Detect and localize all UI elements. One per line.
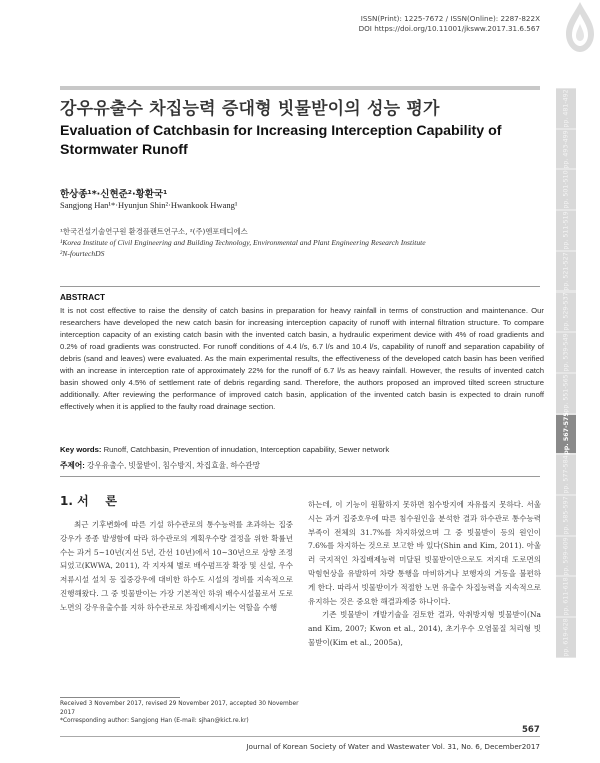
keywords-value-en: Runoff, Catchbasin, Prevention of innudation, Interception capability, Sewer network [103, 445, 390, 454]
issn-text: ISSN(Print): 1225-7672 / ISSN(Online): 2287-822X [360, 14, 540, 23]
abstract-body: It is not cost effective to raise the density of catch basins in preparation for heavy rainfall in terms of construction and maintenance. Our researchers have developed the new catch basin for increasing interception capacity of runoff with internal filtration structure. To compare interception capacity of an existing catch basin with the invented catch basin, a hydraulic experiment device with 4% of road gradients and 0.2% of road gradients was constructed. For runoff conditions of 4.4 l/s, 6.7 l/s and 10.4 l/s, capability of runoff and separation capability of debris (sand and leaves) were evaluated. As the main experimental results, the effectiveness of the developed catch basin has been verified with an increase in interception rate of approximately 22% for the runoff of 6.7 l/s as heavy rainfall. However, the results of invented catch basin showed only 4.5% of settlement rate of debris regarding sand. Therefore, the authors proposed an improved tilted screen structure additionally. After reviewing the performance of improved catch basin, application of the invented catch basin is expected to drain runoff effectively when it is applied to the faulty road drainage section. [60, 306, 544, 412]
issn-block [300, 14, 540, 34]
abstract-heading: ABSTRACT [60, 293, 106, 302]
footnote [60, 700, 300, 726]
authors-english: Sangjong Han¹*·Hyunjun Shin²·Hwankook Hwang¹ [60, 200, 238, 210]
footnote-dates: Received 3 November 2017, revised 29 November 2017, accepted 30 November 2017 [60, 701, 299, 716]
sidebar-tab-label: pp. 619-628 [562, 618, 570, 657]
body-left-column [60, 518, 293, 615]
sidebar-tab-2[interactable] [556, 170, 576, 209]
sidebar-tab-8[interactable] [556, 412, 576, 456]
sidebar-tab-1[interactable] [556, 130, 576, 169]
sidebar-tab-0[interactable] [556, 89, 576, 128]
sidebar-tab-label: pp. 481-492 [562, 89, 570, 128]
keywords-english [60, 445, 544, 454]
footer-rule [60, 736, 540, 737]
sidebar-tab-11[interactable] [556, 537, 576, 576]
sidebar-tab-13[interactable] [556, 618, 576, 657]
body-paragraph: 기존 빗물받이 개발기술을 검토한 결과, 악취방지형 빗물받이(Na and Kim, 2007; Kwon et al., 2014), 초기우수 오염물질 처리형 빗물받이(Kim et al., 2005a), [308, 610, 541, 647]
divider-top [60, 286, 540, 287]
sidebar-tab-9[interactable] [556, 455, 576, 494]
keywords-value-kr: 강우유출수, 빗물받이, 침수방지, 차집효율, 하수관망 [86, 461, 261, 470]
sidebar-tab-label: pp. 521-527 [562, 251, 570, 291]
sidebar-tab-6[interactable] [556, 333, 576, 372]
sidebar-tab-label: pp. 529-537 [562, 292, 570, 331]
affiliations [60, 226, 530, 259]
sidebar-tab-4[interactable] [556, 252, 576, 291]
affiliation-english-1: ¹Korea Institute of Civil Engineering and Building Technology, Environmental and Plant Engineering Research Institute [60, 238, 426, 247]
affiliation-korean: ¹한국건설기술연구원 환경플랜트연구소, ²(주)엔포테디에스 [60, 227, 248, 236]
sidebar-tab-label: pp. 493-499 [562, 129, 570, 169]
body-right-column [308, 498, 541, 650]
sidebar-tab-label: pp. 539-549 [562, 333, 570, 372]
title-english: Evaluation of Catchbasin for Increasing Interception Capability of Stormwater Runoff [60, 123, 502, 158]
doi-link[interactable]: DOI https://doi.org/10.11001/jksww.2017.31.6.567 [358, 24, 540, 33]
sidebar-tab-5[interactable] [556, 293, 576, 332]
sidebar-tab-label: pp. 611-618 [562, 577, 570, 616]
body-paragraph: 최근 기후변화에 따른 기설 하수관로의 통수능력를 초과하는 집중강우가 종종 발생함에 따라 하수관로의 계획우수량 결정을 위한 확률년수는 과거 5~10년(지선 5년, 간선 10년)에서 10~30년으로 상향 조정되었고(KWWA, 2011), 각 지자체 별로 배수펌프장 확장 및 신설, 우수저류시설 설치 등 집중강우에 대비한 하수도 시설의 정비를 지속적으로 진행해왔다. 그 중 빗물받이는 가장 기본적인 하위 배수시설물로서 도로노면의 강우유출수를 지하 하수관로로 차집배제시키는 역할을 수행 [60, 520, 293, 612]
sidebar-tab-label: pp. 511-519 [562, 211, 570, 250]
affiliation-english-2: ²N-fourtechDS [60, 249, 105, 258]
body-paragraph: 하는데, 이 기능이 원활하지 못하면 침수방지에 자유롭지 못하다. 서울시는 과거 집중호우에 따른 침수원인을 분석한 결과 하수관로 통수능력 부족이 전체의 31.7%를 차지하였으며 그 중 빗물받이 등의 원인이 7.6%를 차지하는 것으로 보고한 바 있다(Shin and Kim, 2011). 아울러 국지적인 차집배제능력 미달된 빗물받이만으로도 저지대 도로면의 막힘현상을 유발하여 차량 통행을 마비하거나 보행자의 거동을 불편하게 한다. 따라서 빗물받이가 적절한 노면 유출수 차집능력을 지속적으로 유지하는 것은 중요한 해결과제중 하나이다. [308, 500, 541, 606]
section-heading: 1. 서 론 [60, 494, 117, 508]
divider-abstract [60, 476, 540, 477]
journal-footer: Journal of Korean Society of Water and Wastewater Vol. 31, No. 6, December2017 [246, 742, 540, 751]
sidebar-tab-label: pp. 577-584 [562, 455, 570, 494]
sidebar-tab-10[interactable] [556, 496, 576, 535]
sidebar-tab-label: pp. 585-597 [562, 496, 570, 535]
authors-korean: 한상종¹*·신현준²·황환국¹ [60, 189, 168, 200]
keywords-label-kr: 주제어: [60, 461, 85, 470]
sidebar-tab-label: pp. 501-510 [562, 170, 570, 209]
footnote-rule [60, 697, 180, 698]
sidebar-tab-label: pp. 567-575 [562, 412, 570, 456]
title-decoration-bar [60, 86, 540, 90]
sidebar-tab-label: pp. 551-565 [562, 374, 570, 413]
sidebar-tab-3[interactable] [556, 211, 576, 250]
sidebar-tab-7[interactable] [556, 374, 576, 413]
journal-logo-icon [560, 0, 596, 60]
keywords-label-en: Key words: [60, 445, 102, 454]
page-number: 567 [522, 725, 540, 735]
sidebar-tab-12[interactable] [556, 577, 576, 616]
sidebar-tab-label: pp. 599-609 [562, 536, 570, 576]
footnote-corresponding: *Corresponding author: Sangjong Han (E-mail: sjhan@kict.re.kr) [60, 718, 249, 724]
keywords-korean [60, 460, 544, 471]
title-korean: 강우유출수 차집능력 증대형 빗물받이의 성능 평가 [60, 99, 440, 119]
page-range-sidebar [556, 88, 576, 658]
